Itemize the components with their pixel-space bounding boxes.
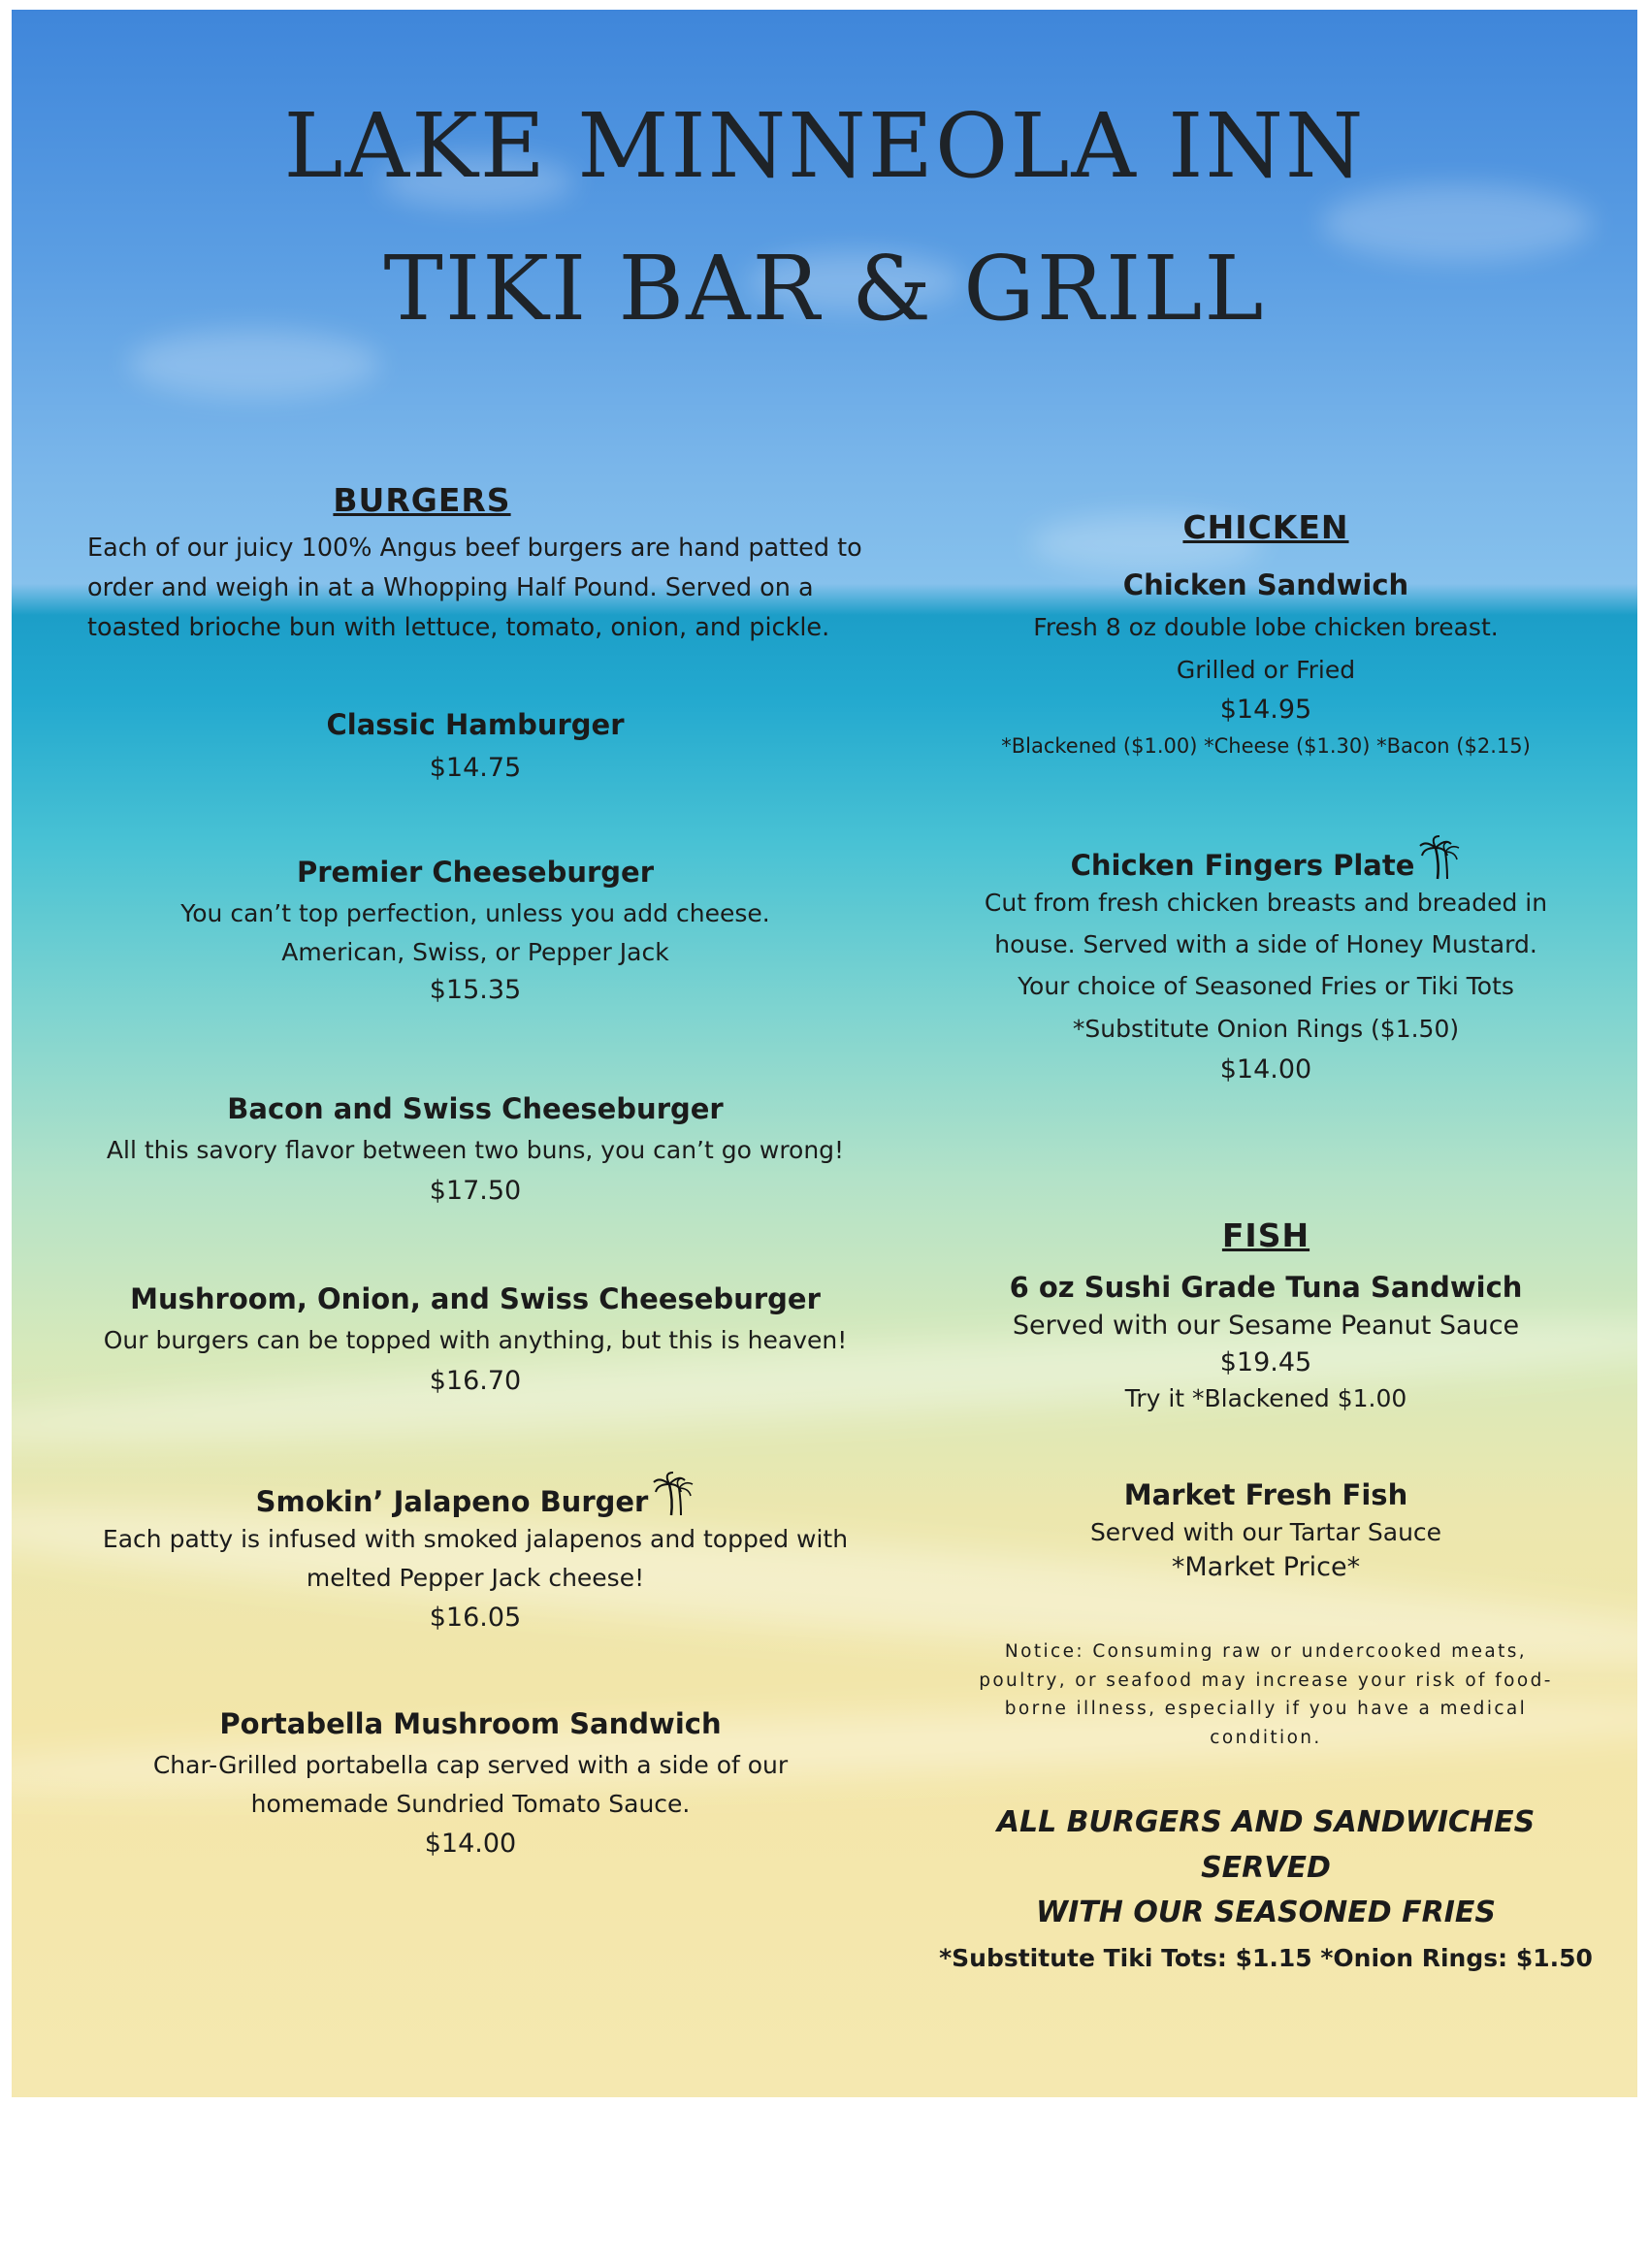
item-desc: Served with our Tartar Sauce <box>1089 1518 1442 1546</box>
chicken-section <box>960 508 1571 546</box>
menu-item-market-fish <box>960 1478 1571 1582</box>
item-price: $15.35 <box>429 975 522 1005</box>
intro-line: Each of our juicy 100% Angus beef burgers are hand patted to <box>87 534 862 563</box>
notice-line: borne illness, especially if you have a medical <box>1004 1699 1528 1720</box>
section-heading-chicken: CHICKEN <box>1182 508 1349 546</box>
item-desc: Char-Grilled portabella cap served with a side of our <box>152 1751 789 1779</box>
item-name: Chicken Fingers Plate <box>1070 849 1415 882</box>
item-name-row <box>960 834 1571 882</box>
item-desc: Served with our Sesame Peanut Sauce <box>1012 1311 1520 1341</box>
item-price: $14.95 <box>1219 695 1312 725</box>
restaurant-subtitle: TIKI BAR & GRILL <box>383 237 1266 340</box>
item-name: Bacon and Swiss Cheeseburger <box>227 1092 724 1125</box>
footer-note <box>931 1800 1600 1972</box>
cloud <box>128 330 380 398</box>
item-name: Mushroom, Onion, and Swiss Cheeseburger <box>130 1282 821 1315</box>
notice-line: poultry, or seafood may increase your risk of food- <box>979 1669 1553 1691</box>
item-desc: American, Swiss, or Pepper Jack <box>281 937 669 966</box>
item-extras: *Blackened ($1.00) *Cheese ($1.30) *Bacon ($2.15) <box>1001 734 1531 758</box>
item-price: $16.05 <box>429 1603 522 1633</box>
item-price: $14.00 <box>424 1829 517 1859</box>
menu-item-classic-hamburger <box>87 708 863 783</box>
notice-line: condition. <box>1210 1727 1322 1748</box>
footer-substitutes: *Substitute Tiki Tots: $1.15 *Onion Rings: $1.50 <box>939 1943 1593 1972</box>
menu-item-chicken-fingers <box>960 834 1571 1085</box>
food-safety-notice <box>941 1637 1591 1752</box>
intro-line: toasted brioche bun with lettuce, tomato, onion, and pickle. <box>87 613 830 642</box>
footer-line: ALL BURGERS AND SANDWICHES SERVED <box>996 1805 1536 1885</box>
item-desc: Our burgers can be topped with anything, but this is heaven! <box>103 1326 848 1354</box>
item-price: *Market Price* <box>1171 1551 1361 1582</box>
item-name: Portabella Mushroom Sandwich <box>219 1707 722 1740</box>
item-desc: You can’t top perfection, unless you add cheese. <box>180 899 770 927</box>
menu-item-portabella <box>87 1707 854 1859</box>
item-name: 6 oz Sushi Grade Tuna Sandwich <box>1009 1271 1523 1304</box>
item-desc: homemade Sundried Tomato Sauce. <box>250 1789 691 1818</box>
item-name: Smokin’ Jalapeno Burger <box>255 1485 649 1518</box>
intro-line: order and weigh in at a Whopping Half Pound. Served on a <box>87 573 814 602</box>
menu-item-tuna-sandwich <box>960 1271 1571 1417</box>
fish-section <box>960 1216 1571 1254</box>
burgers-intro <box>87 529 863 648</box>
burgers-section <box>87 481 863 648</box>
item-name: Market Fresh Fish <box>1123 1478 1408 1511</box>
item-name: Chicken Sandwich <box>1122 568 1409 601</box>
item-desc: Fresh 8 oz double lobe chicken breast. <box>1033 613 1499 641</box>
item-desc: Cut from fresh chicken breasts and breaded in <box>984 889 1548 917</box>
section-heading-fish: FISH <box>1221 1216 1310 1254</box>
item-desc: melted Pepper Jack cheese! <box>306 1563 645 1592</box>
item-price: $14.75 <box>429 753 522 783</box>
menu-item-bacon-swiss <box>87 1092 863 1206</box>
notice-line: Notice: Consuming raw or undercooked meats, <box>1004 1641 1528 1662</box>
restaurant-name: LAKE MINNEOLA INN <box>283 94 1366 198</box>
item-desc: All this savory flavor between two buns, you can’t go wrong! <box>106 1136 845 1164</box>
item-price: $19.45 <box>1219 1346 1312 1377</box>
menu-item-smokin-jalapeno <box>87 1471 863 1633</box>
item-desc: Grilled or Fried <box>1176 656 1356 684</box>
footer-line: WITH OUR SEASONED FRIES <box>1036 1895 1496 1929</box>
item-price: $14.00 <box>1219 1054 1312 1085</box>
menu-item-premier-cheeseburger <box>87 856 863 1005</box>
item-desc: *Substitute Onion Rings ($1.50) <box>1072 1015 1460 1043</box>
item-price: $16.70 <box>429 1365 522 1396</box>
item-name-row <box>87 1471 863 1518</box>
palm-tree-icon <box>1418 834 1461 881</box>
menu-item-chicken-sandwich <box>960 568 1571 758</box>
item-price: $17.50 <box>429 1175 522 1206</box>
menu-item-mushroom-onion-swiss <box>87 1282 863 1396</box>
palm-tree-icon <box>652 1471 695 1517</box>
item-desc: house. Served with a side of Honey Mustard. <box>994 930 1537 958</box>
item-extras: Try it *Blackened $1.00 <box>1124 1383 1407 1412</box>
item-desc: Each patty is infused with smoked jalapenos and topped with <box>102 1525 849 1553</box>
item-desc: Your choice of Seasoned Fries or Tiki Tots <box>1018 972 1514 1000</box>
item-name: Premier Cheeseburger <box>296 856 655 889</box>
item-name: Classic Hamburger <box>326 708 625 741</box>
section-heading-burgers: BURGERS <box>333 481 511 519</box>
